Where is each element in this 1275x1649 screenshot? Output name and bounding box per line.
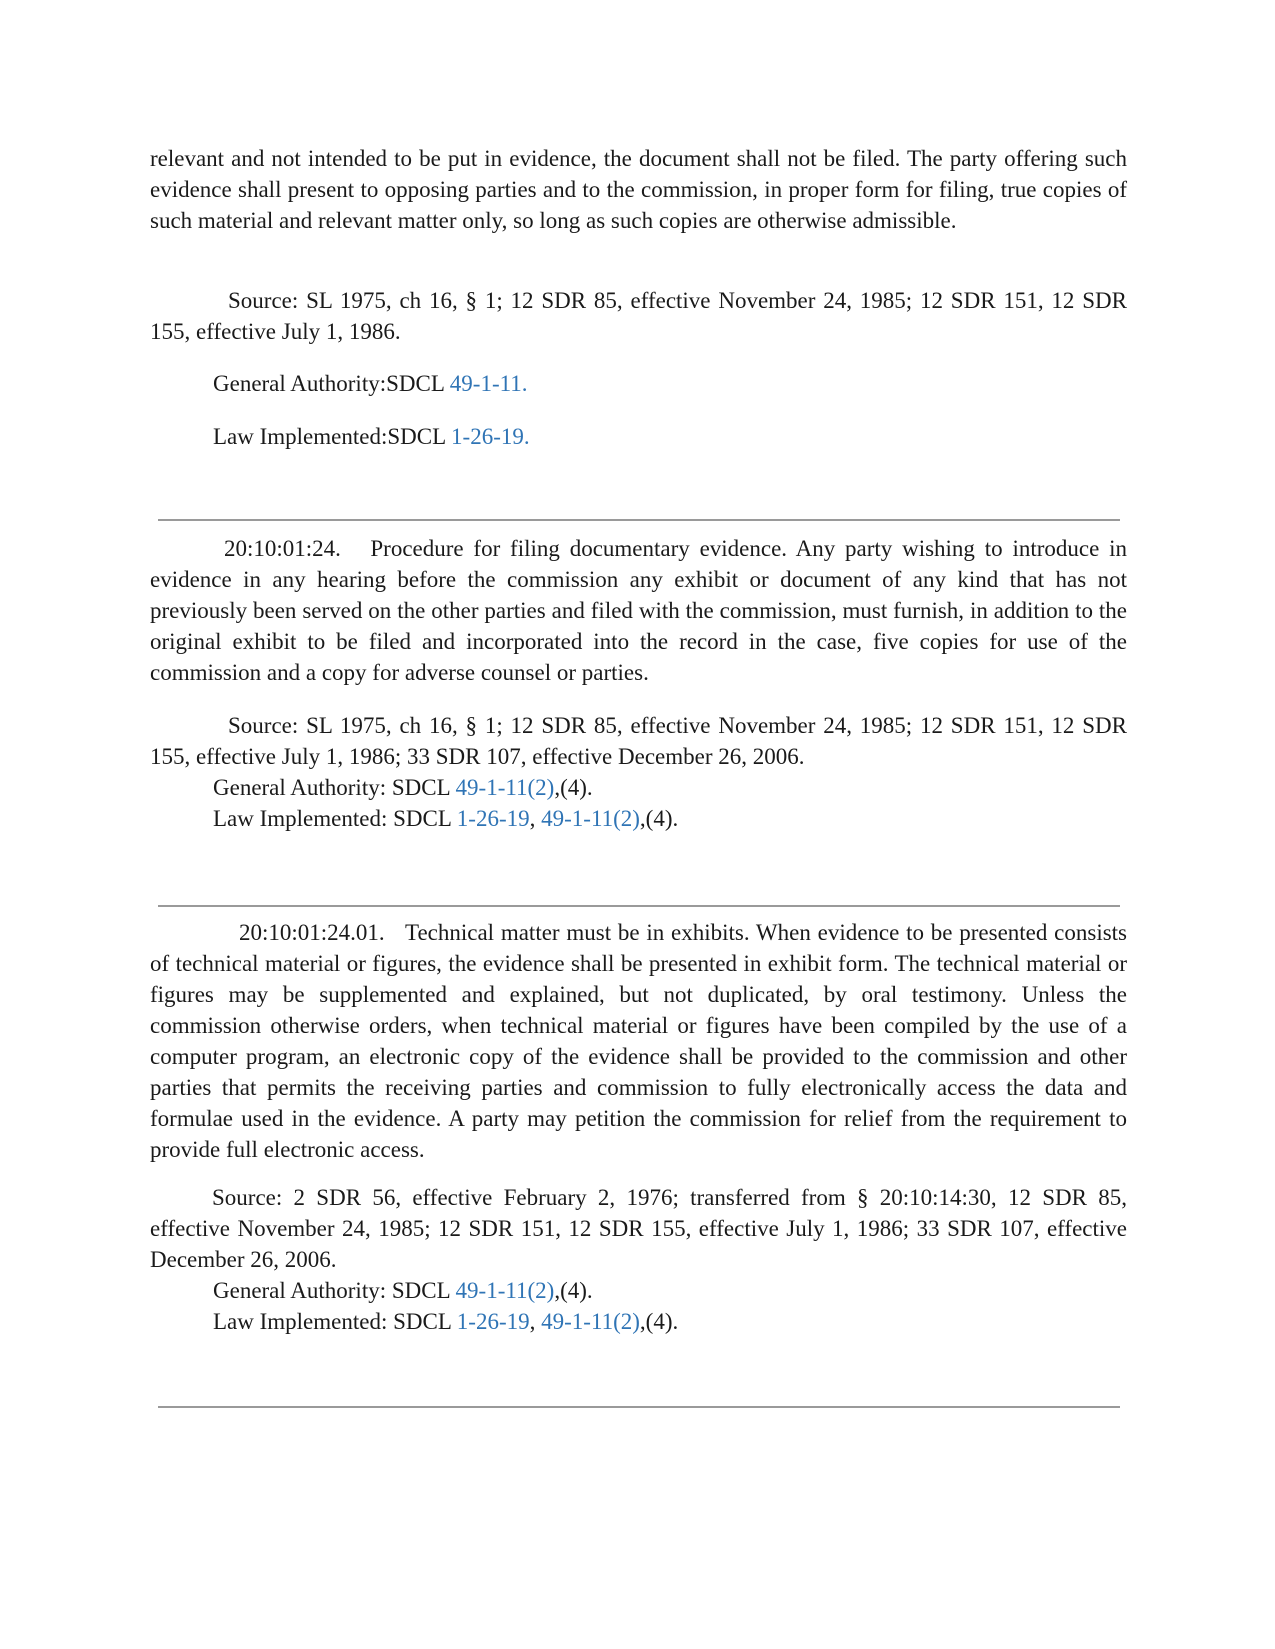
rule-24-section: [150, 533, 1127, 688]
authority-suffix: ,(4).: [554, 1278, 593, 1303]
law-label: Law Implemented: SDCL: [213, 1309, 457, 1334]
statute-link-49-1-11-2[interactable]: 49-1-11(2): [455, 1278, 555, 1303]
rule-24-01-section: [150, 917, 1127, 1165]
rule-text: Procedure for filing documentary evidence. Any party wishing to introduce in evidence in any hearing before the commission any exhibit or document of any kind that has not previously been served on the other parties and filed with the commission, must furnish, in addition to the original exhibit to be filed and incorporated into the record in the case, five copies for use of the commission and a copy for adverse counsel or parties.: [150, 536, 1128, 685]
intro-paragraph: relevant and not intended to be put in evidence, the document shall not be filed. The party offering such evidence shall present to opposing parties and to the commission, in proper form for filing, true copies of such material and relevant matter only, so long as such copies are otherwise admissible.: [150, 146, 1127, 233]
intro-law-implemented: [150, 421, 1127, 452]
statute-link-1-26-19[interactable]: 1-26-19: [456, 1309, 530, 1334]
intro-general-authority: [150, 368, 1127, 399]
statute-link-49-1-11-2[interactable]: 49-1-11(2): [541, 806, 640, 831]
law-suffix: ,(4).: [639, 1309, 679, 1334]
law-separator: ,: [529, 1309, 542, 1334]
statute-link-1-26-19[interactable]: 1-26-19.: [451, 424, 530, 449]
intro-source: [150, 285, 1127, 347]
law-label: Law Implemented: SDCL: [213, 806, 457, 831]
authority-label: General Authority: SDCL: [213, 1278, 456, 1303]
section-divider: [158, 519, 1120, 521]
law-separator: ,: [529, 806, 542, 831]
statute-link-49-1-11-2[interactable]: 49-1-11(2): [455, 775, 555, 800]
statute-link-49-1-11-2[interactable]: 49-1-11(2): [541, 1309, 640, 1334]
section-divider: [158, 1406, 1120, 1408]
intro-source-text: Source: SL 1975, ch 16, § 1; 12 SDR 85, effective November 24, 1985; 12 SDR 151, 12 SDR 155, effective July 1, 1986.: [150, 288, 1127, 344]
intro-section: [150, 143, 1127, 236]
section-divider: [158, 905, 1120, 907]
rule-24-01-source-text: Source: 2 SDR 56, effective February 2, 1976; transferred from § 20:10:14:30, 12 SDR 85, effective November 24, 1985; 12 SDR 151, 12 SDR 155, effective July 1, 1986; 33 SDR 107, effective December 26, 2006.: [150, 1185, 1127, 1272]
statute-link-1-26-19[interactable]: 1-26-19: [456, 806, 530, 831]
statute-link-49-1-11[interactable]: 49-1-11.: [449, 371, 528, 396]
rule-24-citations: [150, 710, 1127, 834]
authority-label: General Authority:SDCL: [213, 371, 450, 396]
law-label: Law Implemented:SDCL: [213, 424, 452, 449]
rule-24-source-text: Source: SL 1975, ch 16, § 1; 12 SDR 85, effective November 24, 1985; 12 SDR 151, 12 SDR 155, effective July 1, 1986; 33 SDR 107, effective December 26, 2006.: [150, 713, 1127, 769]
law-suffix: ,(4).: [639, 806, 679, 831]
rule-number: 20:10:01:24.01.: [239, 920, 385, 945]
authority-label: General Authority: SDCL: [213, 775, 456, 800]
rule-24-01-citations: [150, 1182, 1127, 1337]
rule-text: Technical matter must be in exhibits. When evidence to be presented consists of technical material or figures, the evidence shall be presented in exhibit form. The technical material or figures may be supplemented and explained, but not duplicated, by oral testimony. Unless the commission otherwise orders, when technical material or figures have been compiled by the use of a computer program, an electronic copy of the evidence shall be provided to the commission and other parties that permits the receiving parties and commission to fully electronically access the data and formulae used in the evidence. A party may petition the commission for relief from the requirement to provide full electronic access.: [150, 920, 1127, 1162]
rule-number: 20:10:01:24.: [224, 536, 341, 561]
authority-suffix: ,(4).: [554, 775, 593, 800]
